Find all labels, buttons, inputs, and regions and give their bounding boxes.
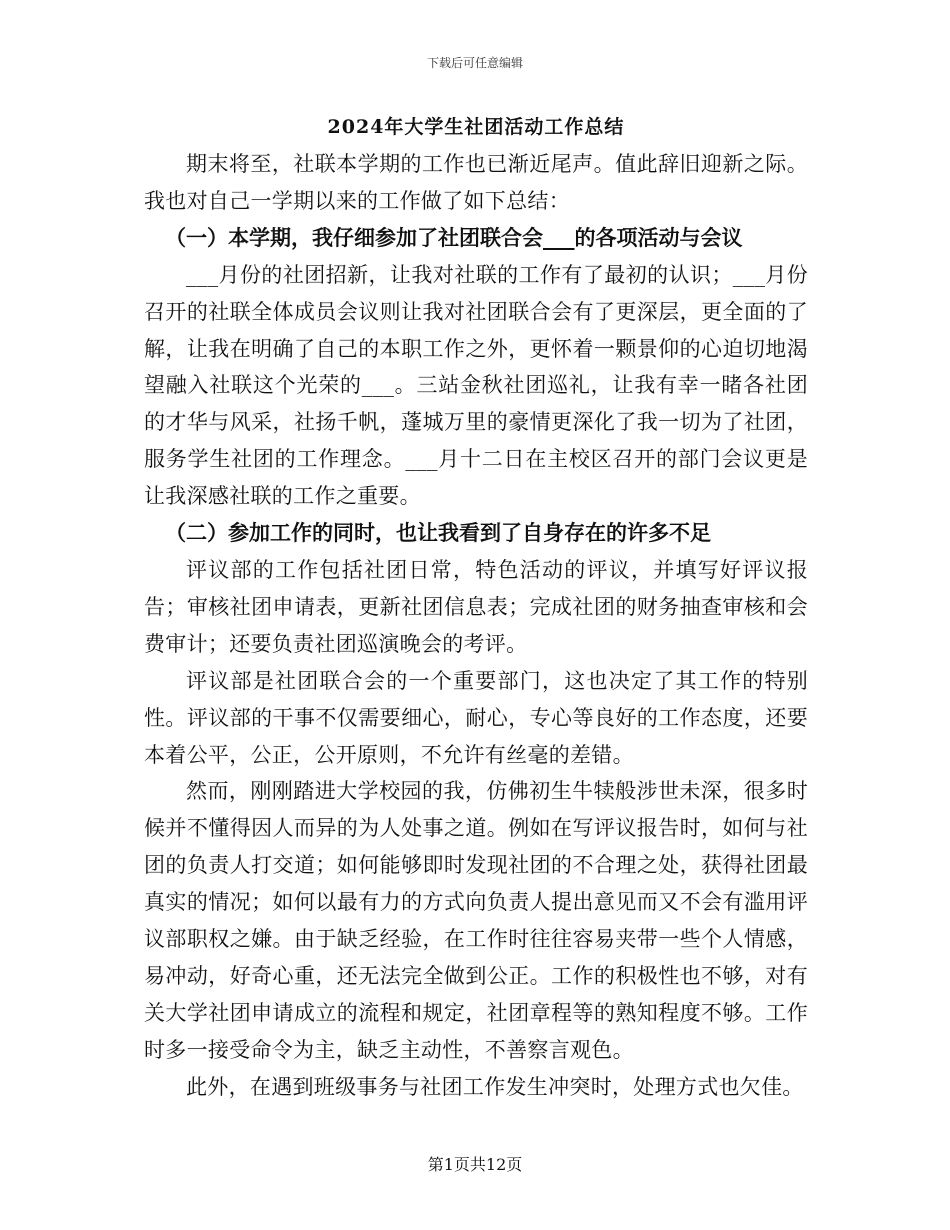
paragraph-shortcomings: 然而，刚刚踏进大学校园的我，仿佛初生牛犊般涉世未深，很多时候并不懂得因人而异的为人处事之道。例如在写评议报告时，如何与社团的负责人打交道；如何能够即时发现社团的不合理之处，获得社团最真实的情况；如何以最有力的方式向负责人提出意见而又不会有滥用评议部职权之嫌。由于缺乏经验，在工作时往往容易夹带一些个人情感，易冲动，好奇心重，还无法完全做到公正。工作的积极性也不够，对有关大学社团申请成立的流程和规定，社团章程等的熟知程度不够。工作时多一接受命令为主，缺乏主动性，不善察言观色。 [144, 779, 808, 1062]
page-number: 第1页共12页 [427, 1155, 523, 1174]
document-title: 2024年大学生社团活动工作总结 [327, 116, 625, 138]
document-body [144, 108, 808, 1106]
section-heading-2: （二）参加工作的同时，也让我看到了自身存在的许多不足 [165, 520, 711, 546]
header-note: 下载后可任意编辑 [426, 56, 523, 70]
paragraph-department-work: 评议部的工作包括社团日常，特色活动的评议，并填写好评议报告；审核社团申请表，更新社团信息表；完成社团的财务抽查审核和会费审计；还要负责社团巡演晚会的考评。 [144, 557, 808, 656]
section-heading-1: （一）本学期，我仔细参加了社团联合会___的各项活动与会议 [165, 224, 743, 250]
paragraph-activities: ___月份的社团招新，让我对社联的工作有了最初的认识；___月份召开的社联全体成员会议则让我对社团联合会有了更深层，更全面的了解，让我在明确了自己的本职工作之外，更怀着一颗景仰的心迫切地渴望融入社联这个光荣的___。三站金秋社团巡礼，让我有幸一睹各社团的才华与风采，社扬千帆，蓬城万里的豪情更深化了我一切为了社团，服务学生社团的工作理念。___月十二日在主校区召开的部门会议更是让我深感社联的工作之重要。 [144, 262, 808, 509]
paragraph-conflicts: 此外，在遇到班级事务与社团工作发生冲突时，处理方式也欠佳。 [186, 1074, 804, 1099]
paragraph-department-importance: 评议部是社团联合会的一个重要部门，这也决定了其工作的特别性。评议部的干事不仅需要细心，耐心，专心等良好的工作态度，还要本着公平，公正，公开原则，不允许有丝毫的差错。 [144, 668, 808, 767]
paragraph-intro: 期末将至，社联本学期的工作也已渐近尾声。值此辞旧迎新之际。我也对自己一学期以来的工作做了如下总结： [144, 152, 808, 213]
